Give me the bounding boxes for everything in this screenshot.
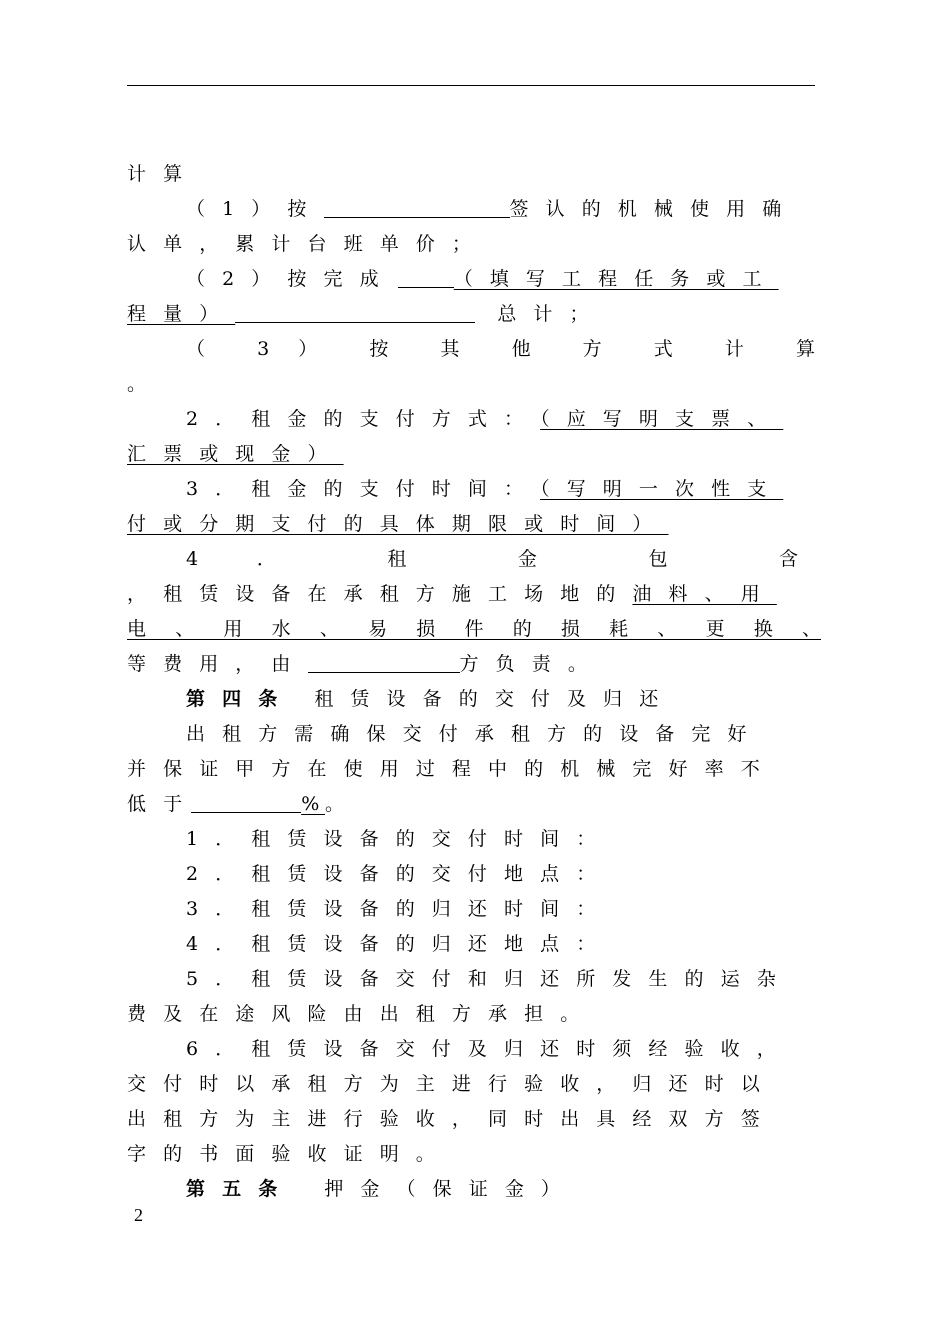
text: （1）按 xyxy=(186,198,324,220)
line-acceptance-cont-2 xyxy=(127,1104,815,1134)
text: 6．租赁设备交付及归还时须经验收， xyxy=(186,1038,793,1060)
article-number: 第五条 xyxy=(186,1178,295,1200)
line-rate xyxy=(127,789,815,819)
line-method-2-cont xyxy=(127,299,815,329)
text: 2．租金的支付方式： xyxy=(186,408,541,430)
text: 4．租赁设备的归还地点： xyxy=(186,933,613,955)
line-method-1 xyxy=(186,194,815,224)
text: （应写明支票、 xyxy=(540,408,784,430)
text: ，租赁设备在承租方施工场地的 xyxy=(127,583,633,605)
text: 认单，累计台班单价； xyxy=(127,233,489,255)
text: 电 、 用 水 、 易 损 件 的 损 耗 、 更 换 、 xyxy=(127,618,821,640)
text: （ 3 ） 按 其 他 方 式 计 算 xyxy=(186,338,815,360)
line-acceptance-cont-3 xyxy=(127,1139,815,1169)
text: 交付时以承租方为主进行验收，归还时以 xyxy=(127,1073,777,1095)
article-title: 押金（保证金） xyxy=(324,1178,578,1200)
text: 2．租赁设备的交付地点： xyxy=(186,863,613,885)
blank-field xyxy=(235,302,475,323)
line-return-place xyxy=(186,929,815,959)
line-jisuan xyxy=(127,159,815,189)
text: （2）按完成 xyxy=(186,268,396,290)
line-transport-cost xyxy=(186,964,815,994)
line-delivery-place xyxy=(186,859,815,889)
text: 费及在途风险由出租方承担。 xyxy=(127,1003,597,1025)
line-payment-time xyxy=(186,474,815,504)
text: （填写工程任务或工 xyxy=(453,268,779,290)
text: 4 ． 租 金 包 含 xyxy=(186,548,798,570)
text: 。 xyxy=(127,373,164,395)
blank-field xyxy=(308,652,460,673)
page-number: 2 xyxy=(134,1205,143,1225)
text: 油料、用 xyxy=(632,583,777,605)
text: 。 xyxy=(324,793,362,815)
line-delivery-time xyxy=(186,824,815,854)
text: 字的书面验收证明。 xyxy=(127,1143,452,1165)
line-period xyxy=(127,369,815,399)
text: 出租方需确保交付承租方的设备完好 xyxy=(186,723,764,745)
text: 签认的机械使用确 xyxy=(509,198,799,220)
header-rule xyxy=(127,85,815,86)
text: 3．租赁设备的归还时间： xyxy=(186,898,613,920)
text: 计算 xyxy=(127,163,200,185)
line-method-3 xyxy=(186,334,815,364)
text: （写明一次性支 xyxy=(540,478,784,500)
text: 并保证甲方在使用过程中的机械完好率不 xyxy=(127,758,777,780)
article-5-heading xyxy=(186,1174,815,1204)
article-title: 租赁设备的交付及归还 xyxy=(314,688,676,710)
text: 程量） xyxy=(127,303,236,325)
line-consumables xyxy=(127,614,821,644)
line-return-time xyxy=(186,894,815,924)
line-cost-bearer xyxy=(127,649,815,679)
line-payment-method-cont xyxy=(127,439,815,469)
line-acceptance xyxy=(186,1034,815,1064)
article-number: 第四条 xyxy=(186,688,295,710)
line-payment-time-cont xyxy=(127,509,815,539)
line-acceptance-cont-1 xyxy=(127,1069,815,1099)
text: 方负责。 xyxy=(459,653,604,675)
line-method-2 xyxy=(186,264,815,294)
text: 付或分期支付的具体期限或时间） xyxy=(127,513,669,535)
blank-field xyxy=(191,792,301,813)
line-method-1-cont xyxy=(127,229,815,259)
line-ensure-good-cont xyxy=(127,754,815,784)
text: 5．租赁设备交付和归还所发生的运杂 xyxy=(186,968,793,990)
text: 3．租金的支付时间： xyxy=(186,478,541,500)
text: 汇票或现金） xyxy=(127,443,344,465)
line-ensure-good xyxy=(186,719,815,749)
line-rent-includes xyxy=(186,544,798,574)
text: 1．租赁设备的交付时间： xyxy=(186,828,613,850)
line-payment-method xyxy=(186,404,815,434)
blank-field xyxy=(324,197,510,218)
line-rent-includes-cont xyxy=(127,579,815,609)
text: 出租方为主进行验收，同时出具经双方签 xyxy=(127,1108,777,1130)
text: 等费用，由 xyxy=(127,653,308,675)
article-4-heading xyxy=(186,684,815,714)
blank-field xyxy=(398,267,454,288)
percent-sign: % xyxy=(301,793,325,815)
text: 总计； xyxy=(497,303,606,325)
line-transport-cost-cont xyxy=(127,999,815,1029)
text: 低于 xyxy=(127,793,200,815)
